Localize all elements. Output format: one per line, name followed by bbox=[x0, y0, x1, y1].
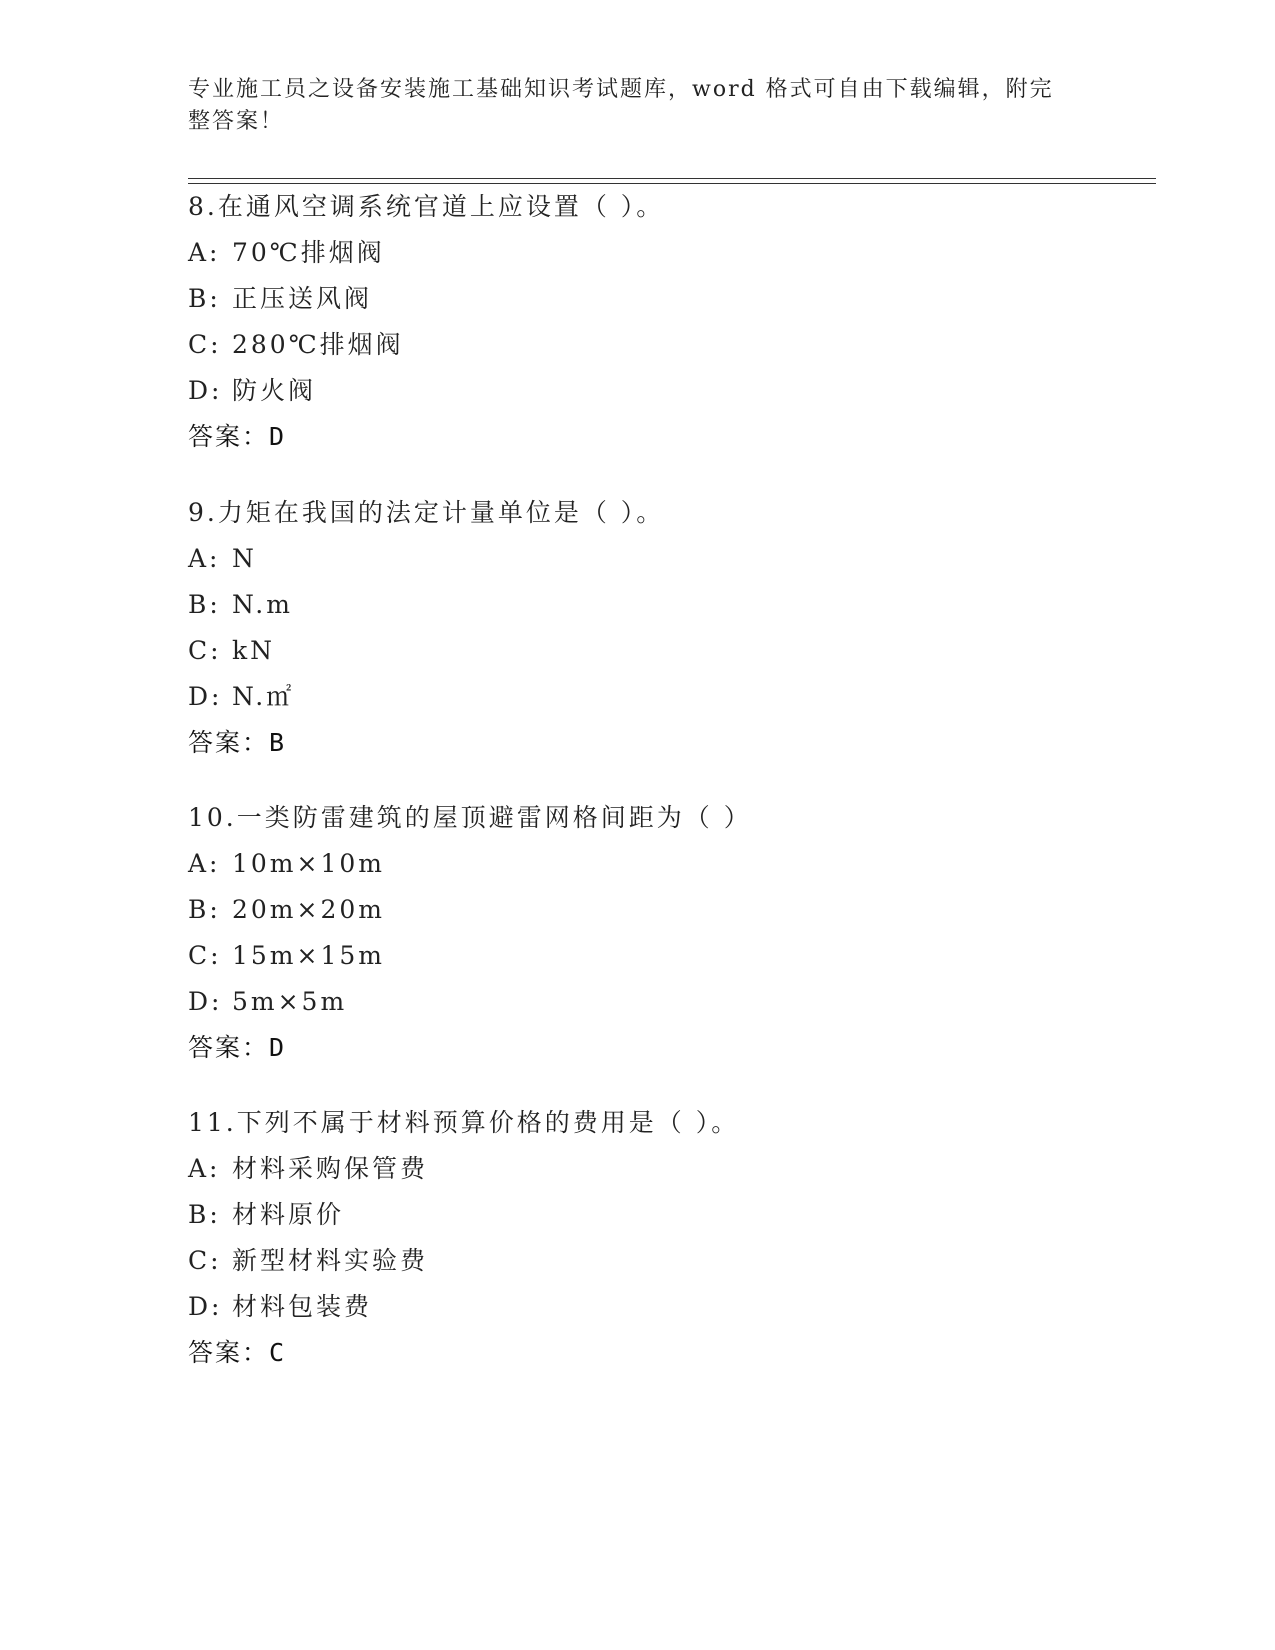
option-text: 正压送风阀 bbox=[232, 284, 373, 313]
option-letter: A: bbox=[188, 1154, 221, 1183]
question-block-10 bbox=[188, 795, 1148, 1071]
document-header bbox=[188, 74, 1068, 138]
question-block-11 bbox=[188, 1100, 1148, 1376]
option-text: N.m bbox=[232, 590, 293, 619]
question-block-8 bbox=[188, 184, 1148, 460]
option-letter: A: bbox=[188, 544, 221, 573]
answer-label: 答案： bbox=[188, 1033, 270, 1062]
header-divider-top bbox=[188, 178, 1156, 179]
option-text: 15m×15m bbox=[232, 941, 385, 970]
answer-label: 答案： bbox=[188, 422, 270, 451]
option-letter: D: bbox=[188, 1292, 223, 1321]
option-c bbox=[188, 1238, 1148, 1284]
option-text: 新型材料实验费 bbox=[232, 1246, 429, 1275]
option-c bbox=[188, 933, 1148, 979]
question-title: 10.一类防雷建筑的屋顶避雷网格间距为（ ） bbox=[188, 803, 752, 832]
option-text: 材料原价 bbox=[232, 1200, 345, 1229]
option-a bbox=[188, 841, 1148, 887]
answer-line bbox=[188, 1330, 1148, 1376]
answer-value: D bbox=[269, 1033, 287, 1062]
answer-line bbox=[188, 414, 1148, 460]
answer-value: B bbox=[269, 728, 287, 757]
option-text: 材料包装费 bbox=[232, 1292, 373, 1321]
option-letter: C: bbox=[188, 1246, 222, 1275]
option-text: N bbox=[232, 544, 257, 573]
option-letter: D: bbox=[188, 376, 223, 405]
option-letter: B: bbox=[188, 284, 221, 313]
answer-label: 答案： bbox=[188, 728, 270, 757]
option-c bbox=[188, 628, 1148, 674]
answer-label: 答案： bbox=[188, 1338, 270, 1367]
option-text: 5m×5m bbox=[232, 987, 348, 1016]
answer-line bbox=[188, 720, 1148, 766]
option-text: 20m×20m bbox=[232, 895, 385, 924]
option-b bbox=[188, 1192, 1148, 1238]
option-letter: A: bbox=[188, 849, 221, 878]
option-text: 70℃排烟阀 bbox=[232, 238, 385, 267]
option-text: 280℃排烟阀 bbox=[232, 330, 404, 359]
option-a bbox=[188, 536, 1148, 582]
option-letter: C: bbox=[188, 330, 222, 359]
option-text: kN bbox=[232, 636, 276, 665]
option-text: 防火阀 bbox=[232, 376, 317, 405]
question-title: 8.在通风空调系统官道上应设置（ ）。 bbox=[188, 192, 665, 221]
option-d bbox=[188, 368, 1148, 414]
option-letter: B: bbox=[188, 590, 221, 619]
option-letter: D: bbox=[188, 987, 223, 1016]
header-line-2: 整答案！ bbox=[188, 109, 285, 134]
option-text: 10m×10m bbox=[232, 849, 385, 878]
option-letter: C: bbox=[188, 941, 222, 970]
question-block-9 bbox=[188, 490, 1148, 766]
option-a bbox=[188, 1146, 1148, 1192]
answer-value: D bbox=[269, 422, 287, 451]
question-title: 11.下列不属于材料预算价格的费用是（ ）。 bbox=[188, 1108, 740, 1137]
option-letter: C: bbox=[188, 636, 222, 665]
option-d bbox=[188, 979, 1148, 1025]
option-b bbox=[188, 887, 1148, 933]
option-letter: B: bbox=[188, 1200, 221, 1229]
header-line-1: 专业施工员之设备安装施工基础知识考试题库，word 格式可自由下载编辑，附完 bbox=[188, 77, 1054, 102]
option-b bbox=[188, 276, 1148, 322]
option-c bbox=[188, 322, 1148, 368]
option-text: 材料采购保管费 bbox=[232, 1154, 429, 1183]
option-d bbox=[188, 674, 1148, 720]
option-letter: D: bbox=[188, 682, 223, 711]
answer-value: C bbox=[269, 1338, 287, 1367]
option-a bbox=[188, 230, 1148, 276]
option-d bbox=[188, 1284, 1148, 1330]
option-b bbox=[188, 582, 1148, 628]
answer-line bbox=[188, 1025, 1148, 1071]
question-title: 9.力矩在我国的法定计量单位是（ ）。 bbox=[188, 498, 665, 527]
option-letter: A: bbox=[188, 238, 221, 267]
option-text: N.㎡ bbox=[232, 682, 295, 711]
option-letter: B: bbox=[188, 895, 221, 924]
